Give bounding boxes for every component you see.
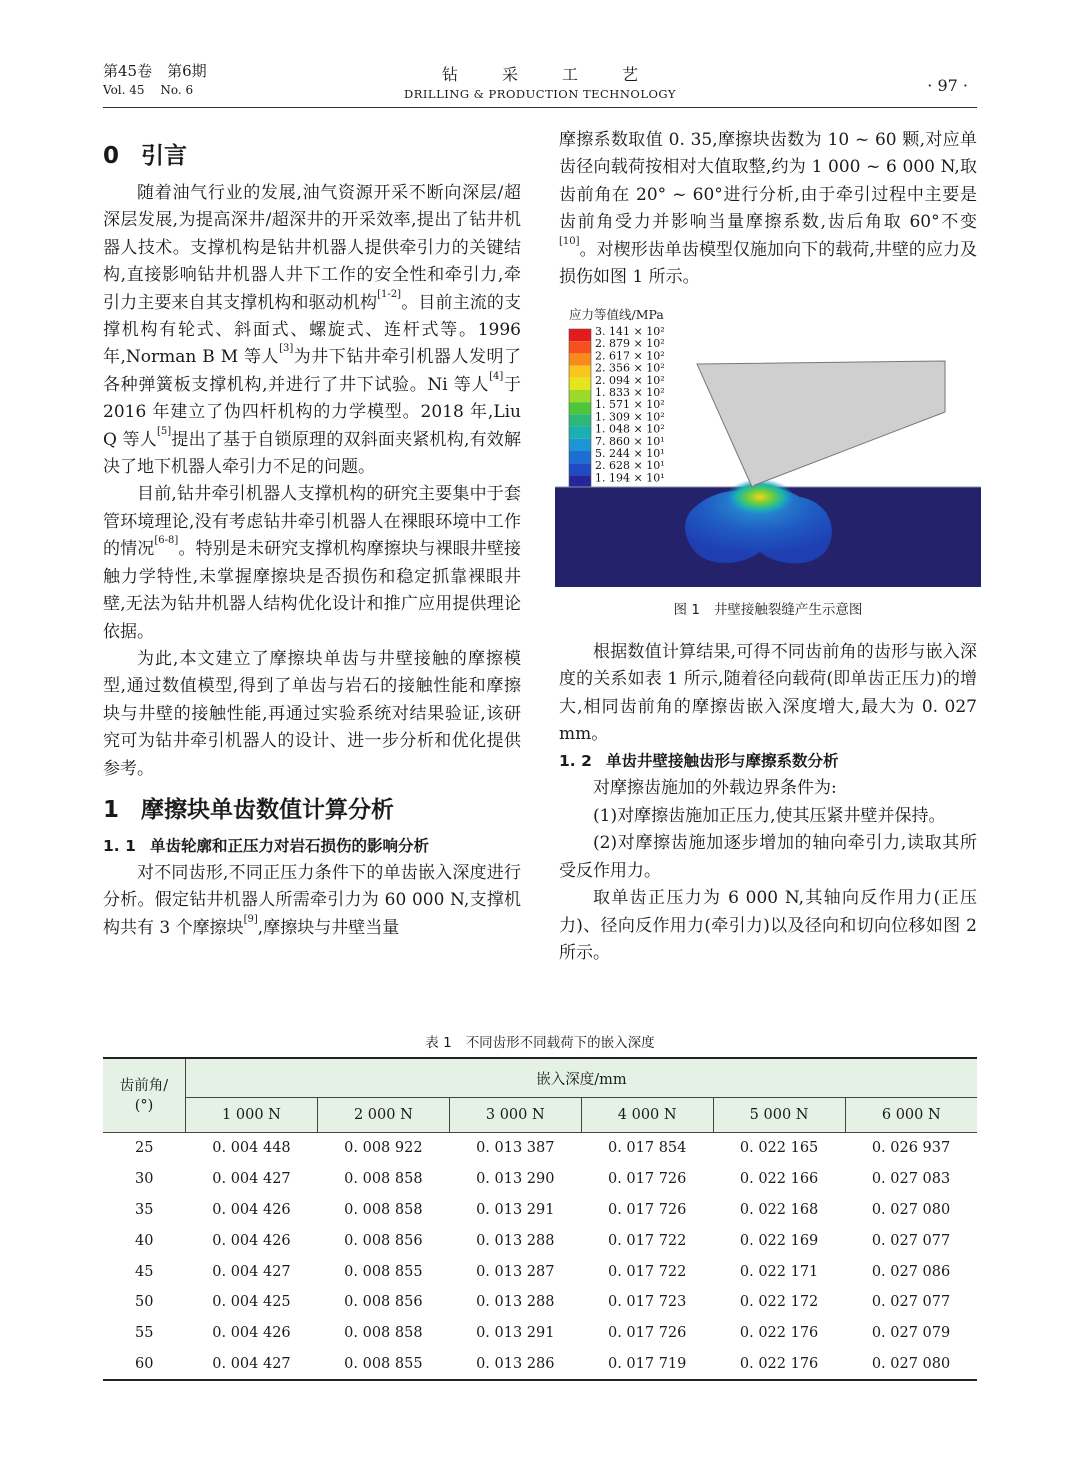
section-heading-0 bbox=[103, 141, 521, 171]
subsection-heading-1-2: 1. 2 单齿井壁接触齿形与摩擦系数分析 bbox=[559, 752, 839, 771]
angle-cell: 25 bbox=[103, 1133, 186, 1164]
depth-cell: 0. 022 172 bbox=[739, 1294, 819, 1311]
legend-label: 1. 309 × 10² bbox=[595, 410, 665, 424]
depth-cell: 0. 017 726 bbox=[607, 1201, 687, 1218]
paragraph: (2)对摩擦齿施加逐步增加的轴向牵引力,读取其所受反作用力。 bbox=[559, 833, 977, 881]
section-title: 引言 bbox=[141, 143, 187, 169]
angle-cell: 30 bbox=[135, 1171, 154, 1188]
depth-cell: 0. 008 858 bbox=[344, 1201, 423, 1218]
depth-cell: 0. 022 169 bbox=[739, 1232, 819, 1249]
table-caption: 表 1 不同齿形不同载荷下的嵌入深度 bbox=[425, 1035, 655, 1051]
group-header: 嵌入深度/mm bbox=[186, 1058, 978, 1098]
legend-swatch bbox=[569, 464, 591, 476]
depth-cell: 0. 004 426 bbox=[212, 1232, 291, 1249]
angle-cell: 45 bbox=[135, 1263, 154, 1280]
legend-swatch bbox=[569, 403, 591, 415]
depth-cell: 0. 027 080 bbox=[871, 1201, 951, 1218]
depth-cell: 0. 027 086 bbox=[871, 1263, 951, 1280]
depth-cell: 0. 017 854 bbox=[581, 1133, 713, 1164]
column-header: 4 000 N bbox=[581, 1098, 713, 1133]
header-rule bbox=[103, 107, 977, 108]
legend-label: 2. 356 × 10² bbox=[595, 362, 665, 376]
legend-swatch bbox=[569, 366, 591, 378]
subsection-heading-1-1: 1. 1 单齿轮廓和正压力对岩石损伤的影响分析 bbox=[103, 836, 430, 855]
running-header-journal bbox=[340, 62, 740, 101]
section-number: 1 bbox=[103, 796, 120, 823]
legend-label: 2. 879 × 10² bbox=[595, 337, 665, 351]
section-heading-1 bbox=[103, 795, 521, 825]
depth-cell: 0. 004 448 bbox=[186, 1133, 318, 1164]
legend-label: 3. 141 × 10² bbox=[595, 325, 665, 339]
depth-cell: 0. 013 291 bbox=[476, 1201, 555, 1218]
depth-cell: 0. 017 719 bbox=[581, 1349, 713, 1381]
depth-cell: 0. 027 077 bbox=[871, 1294, 951, 1311]
embedding-depth-table bbox=[103, 1057, 977, 1381]
depth-cell: 0. 013 288 bbox=[476, 1294, 555, 1311]
right-column bbox=[559, 127, 977, 967]
paragraph: 对摩擦齿施加的外载边界条件为: bbox=[593, 778, 837, 799]
table-row bbox=[103, 1287, 977, 1318]
paragraph: 对不同齿形,不同正压力条件下的单齿嵌入深度进行分析。假定钻井机器人所需牵引力为 60 000 N,支撑机构共有 3 个摩擦块[9],摩擦块与井壁当量 bbox=[103, 862, 521, 938]
citation[interactable]: [3] bbox=[279, 343, 294, 355]
paragraph: 取单齿正压力为 6 000 N,其轴向反作用力(正压力)、径向反作用力(牵引力)以及径向和切向位移如图 2 所示。 bbox=[559, 888, 977, 963]
stress-contour-figure bbox=[555, 297, 981, 587]
depth-cell: 0. 027 083 bbox=[871, 1171, 951, 1188]
depth-cell: 0. 004 427 bbox=[212, 1263, 291, 1280]
citation[interactable]: [1-2] bbox=[377, 288, 402, 300]
paragraph: 根据数值计算结果,可得不同齿前角的齿形与嵌入深度的关系如表 1 所示,随着径向载荷(即单齿正压力)的增大,相同齿前角的摩擦齿嵌入深度增大,最大为 0. 027 mm。 bbox=[559, 641, 977, 745]
depth-cell: 0. 013 286 bbox=[449, 1349, 581, 1381]
citation[interactable]: [10] bbox=[559, 235, 580, 247]
figure-1 bbox=[555, 297, 981, 587]
citation[interactable]: [9] bbox=[243, 913, 258, 925]
legend-label: 7. 860 × 10¹ bbox=[595, 435, 665, 449]
legend-label: 5. 244 × 10¹ bbox=[595, 447, 665, 461]
depth-cell: 0. 013 387 bbox=[449, 1133, 581, 1164]
depth-cell: 0. 008 858 bbox=[344, 1171, 423, 1188]
column-header: 2 000 N bbox=[317, 1098, 449, 1133]
paragraph: (1)对摩擦齿施加正压力,使其压紧井壁并保持。 bbox=[593, 805, 946, 826]
depth-cell: 0. 004 425 bbox=[212, 1294, 291, 1311]
legend-swatch bbox=[569, 415, 591, 427]
depth-cell: 0. 027 079 bbox=[871, 1325, 951, 1342]
legend-swatch bbox=[569, 451, 591, 463]
column-header: 3 000 N bbox=[449, 1098, 581, 1133]
table-row bbox=[103, 1349, 977, 1381]
depth-cell: 0. 027 077 bbox=[871, 1232, 951, 1249]
depth-cell: 0. 017 723 bbox=[607, 1294, 687, 1311]
legend-swatch bbox=[569, 390, 591, 402]
depth-cell: 0. 022 176 bbox=[739, 1325, 819, 1342]
depth-cell: 0. 008 855 bbox=[317, 1349, 449, 1381]
legend-swatch bbox=[569, 342, 591, 354]
section-title: 摩擦块单齿数值计算分析 bbox=[141, 796, 394, 823]
legend-label: 1. 833 × 10² bbox=[595, 386, 665, 400]
volume-en: Vol. 45 No. 6 bbox=[103, 83, 194, 97]
depth-cell: 0. 017 722 bbox=[607, 1263, 687, 1280]
legend-label: 2. 628 × 10¹ bbox=[595, 459, 665, 473]
depth-cell: 0. 008 855 bbox=[344, 1263, 423, 1280]
journal-title-en: DRILLING & PRODUCTION TECHNOLOGY bbox=[404, 87, 676, 101]
depth-cell: 0. 008 856 bbox=[344, 1294, 423, 1311]
depth-cell: 0. 008 922 bbox=[317, 1133, 449, 1164]
legend-swatch bbox=[569, 439, 591, 451]
depth-cell: 0. 004 427 bbox=[212, 1171, 291, 1188]
depth-cell: 0. 022 166 bbox=[739, 1171, 819, 1188]
column-header: 5 000 N bbox=[713, 1098, 845, 1133]
table-row bbox=[103, 1133, 977, 1164]
journal-title-cn: 钻采工艺 bbox=[441, 65, 682, 84]
angle-cell: 55 bbox=[135, 1325, 154, 1342]
depth-cell: 0. 022 168 bbox=[739, 1201, 819, 1218]
angle-cell: 60 bbox=[103, 1349, 186, 1381]
depth-cell: 0. 004 426 bbox=[212, 1325, 291, 1342]
legend-label: 1. 194 × 10¹ bbox=[595, 471, 665, 485]
legend-swatch bbox=[569, 329, 591, 341]
legend-label: 2. 617 × 10² bbox=[595, 349, 665, 363]
depth-cell: 0. 013 291 bbox=[476, 1325, 555, 1342]
paragraph: 为此,本文建立了摩擦块单齿与井壁接触的摩擦模型,通过数值模型,得到了单齿与岩石的接触性能和摩擦块与井壁的接触性能,再通过实验系统对结果验证,该研究可为钻井牵引机器人的设计、进一步分析和优化提供参考。 bbox=[103, 648, 521, 779]
legend-swatch bbox=[569, 427, 591, 439]
depth-cell: 0. 004 427 bbox=[186, 1349, 318, 1381]
citation[interactable]: [4] bbox=[489, 370, 504, 382]
angle-cell: 35 bbox=[135, 1201, 154, 1218]
legend-swatch bbox=[569, 354, 591, 366]
table-row bbox=[103, 1195, 977, 1226]
table-row bbox=[103, 1225, 977, 1256]
depth-cell: 0. 013 288 bbox=[476, 1232, 555, 1249]
table-row bbox=[103, 1164, 977, 1195]
figure-caption: 图 1 井壁接触裂缝产生示意图 bbox=[673, 602, 863, 619]
stress-concentration bbox=[726, 479, 794, 515]
legend-label: 1. 571 × 10² bbox=[595, 398, 665, 412]
volume-cn: 第45卷 第6期 bbox=[103, 62, 207, 80]
depth-cell: 0. 027 080 bbox=[845, 1349, 977, 1381]
depth-cell: 0. 017 726 bbox=[607, 1171, 687, 1188]
section-number: 0 bbox=[103, 143, 120, 169]
legend-label: 1. 048 × 10² bbox=[595, 423, 665, 437]
legend-swatch bbox=[569, 378, 591, 390]
depth-cell: 0. 026 937 bbox=[845, 1133, 977, 1164]
row-header: 齿前角/ (°) bbox=[103, 1058, 186, 1133]
depth-cell: 0. 022 176 bbox=[713, 1349, 845, 1381]
wedge-tooth bbox=[697, 361, 945, 487]
depth-cell: 0. 017 722 bbox=[607, 1232, 687, 1249]
depth-cell: 0. 008 856 bbox=[344, 1232, 423, 1249]
column-header: 6 000 N bbox=[845, 1098, 977, 1133]
table-row bbox=[103, 1318, 977, 1349]
depth-cell: 0. 017 726 bbox=[607, 1325, 687, 1342]
depth-cell: 0. 013 290 bbox=[476, 1171, 555, 1188]
paragraph: 目前,钻井牵引机器人支撑机构的研究主要集中于套管环境理论,没有考虑钻井牵引机器人在裸眼环境中工作的情况[6-8]。特别是未研究支撑机构摩擦块与裸眼井壁接触力学特性,未掌握摩擦块是否损伤和稳定抓靠裸眼井壁,无法为钻井机器人结构优化设计和推广应用提供理论依据。 bbox=[103, 484, 522, 642]
legend-label: 2. 094 × 10² bbox=[595, 374, 665, 388]
column-header: 1 000 N bbox=[186, 1098, 318, 1133]
running-header-volume bbox=[103, 62, 207, 100]
paragraph: 随着油气行业的发展,油气资源开采不断向深层/超深层发展,为提高深井/超深井的开采效率,提出了钻井机器人技术。支撑机构是钻井机器人提供牵引力的关键结构,直接影响钻井机器人井下工作的安全性和牵引力,牵引力主要来自其支撑机构和驱动机构[1-2]。目前主流的支撑机构有轮式、斜面式、螺旋式、连杆式等。1996 年,Norman B M 等人[3]为井下钻井牵引机器人发明了各种弹簧板支撑机构,并进行了井下试验。Ni 等人[4]于 2016 年建立了伪四杆机构的力学模型。2018 年,Liu Q 等人[5]提出了基于自锁原理的双斜面夹紧机构,有效解决了地下机器人牵引力不足的问题。 bbox=[103, 183, 522, 478]
depth-cell: 0. 013 287 bbox=[476, 1263, 555, 1280]
page-number: · 97 · bbox=[927, 76, 968, 95]
legend-swatch bbox=[569, 476, 591, 488]
paragraph: 摩擦系数取值 0. 35,摩擦块齿数为 10 ~ 60 颗,对应单齿径向载荷按相对大值取整,约为 1 000 ~ 6 000 N,取齿前角在 20° ~ 60°进行分析,由于牵引过程中主要是齿前角受力并影响当量摩擦系数,齿后角取 60°不变[10]。对楔形齿单齿模型仅施加向下的载荷,井壁的应力及损伤如图 1 所示。 bbox=[559, 130, 977, 288]
left-column bbox=[103, 141, 521, 942]
depth-cell: 0. 022 165 bbox=[713, 1133, 845, 1164]
angle-cell: 50 bbox=[135, 1294, 154, 1311]
depth-cell: 0. 022 171 bbox=[739, 1263, 819, 1280]
citation[interactable]: [5] bbox=[156, 425, 172, 437]
citation[interactable]: [6-8] bbox=[154, 535, 179, 547]
depth-cell: 0. 004 426 bbox=[212, 1201, 291, 1218]
table-row bbox=[103, 1256, 977, 1287]
depth-cell: 0. 008 858 bbox=[344, 1325, 423, 1342]
legend-title: 应力等值线/MPa bbox=[569, 307, 664, 323]
legend bbox=[569, 325, 665, 488]
angle-cell: 40 bbox=[135, 1232, 154, 1249]
